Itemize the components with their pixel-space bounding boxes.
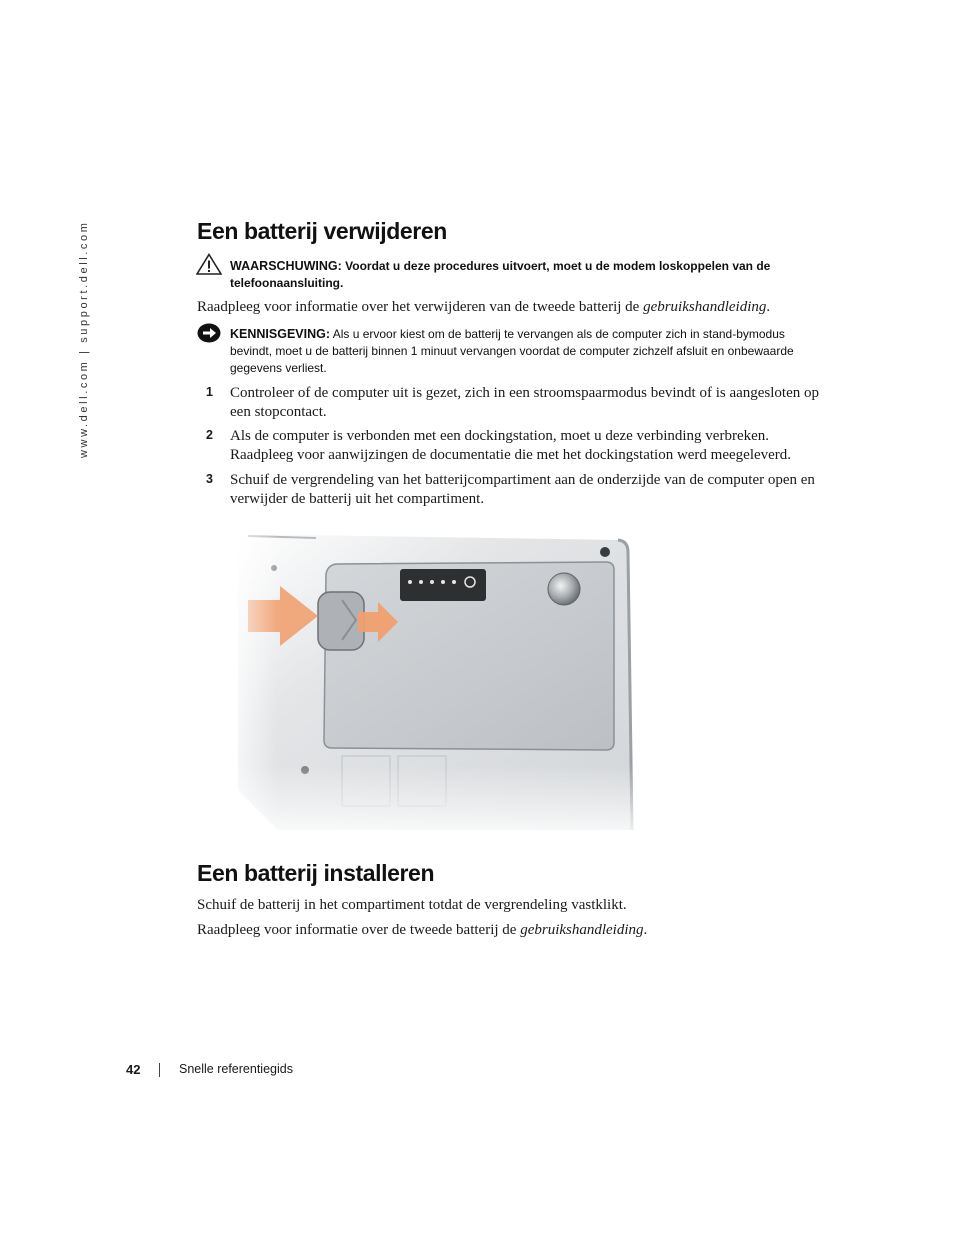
- footer-divider: [159, 1063, 160, 1077]
- heading-install-battery: Een batterij installeren: [197, 860, 435, 886]
- intro-text: Raadpleeg voor informatie over het verwijderen van de tweede batterij de: [197, 299, 644, 315]
- footer-title: Snelle referentiegids: [179, 1062, 293, 1076]
- notice-note: [230, 326, 815, 377]
- heading-remove-battery: Een batterij verwijderen: [197, 218, 447, 244]
- warning-triangle-icon: [196, 253, 222, 275]
- install-paragraph-2: [197, 921, 817, 940]
- notice-label: KENNISGEVING:: [230, 327, 331, 341]
- step-text: Schuif de vergrendeling van het batterijcompartiment aan de onderzijde van de computer open en verwijder de batterij uit het compartiment.: [230, 472, 815, 507]
- install-paragraph-1: Schuif de batterij in het compartiment totdat de vergrendeling vastklikt.: [197, 897, 627, 913]
- battery-removal-illustration: [218, 530, 638, 845]
- notice-arrow-icon: [197, 323, 221, 343]
- step-number: 1: [206, 385, 213, 399]
- warning-text: Voordat u deze procedures uitvoert, moet u de modem loskoppelen van de telefoonaansluiting.: [230, 259, 771, 290]
- install-italic: gebruikshandleiding: [520, 922, 644, 938]
- warning-note: [230, 258, 815, 292]
- step-text: Als de computer is verbonden met een dockingstation, moet u deze verbinding verbreken. Raadpleeg voor aanwijzingen de documentatie die met het dockingstation werd meegeleverd.: [230, 428, 792, 463]
- step-number: 3: [206, 472, 213, 486]
- warning-label: WAARSCHUWING:: [230, 259, 342, 273]
- intro-italic: gebruikshandleiding: [643, 299, 767, 315]
- intro-end: .: [766, 299, 771, 315]
- notice-text: Als u ervoor kiest om de batterij te vervangen als de computer zich in stand-bymodus bevindt, moet u de batterij binnen 1 minuut vervangen voordat de computer zichzelf afsluit en onbewaarde gegevens verliest.: [230, 327, 794, 375]
- intro-paragraph: [197, 298, 817, 317]
- install-end: .: [643, 922, 648, 938]
- step-number: 2: [206, 428, 213, 442]
- step-text: Controleer of de computer uit is gezet, zich in een stroomspaarmodus bevindt of is aangesloten op een stopcontact.: [230, 385, 820, 420]
- page-number: 42: [126, 1062, 141, 1077]
- install-text: Raadpleeg voor informatie over de tweede batterij de: [197, 922, 521, 938]
- sidebar-url: www.dell.com | support.dell.com: [78, 220, 90, 458]
